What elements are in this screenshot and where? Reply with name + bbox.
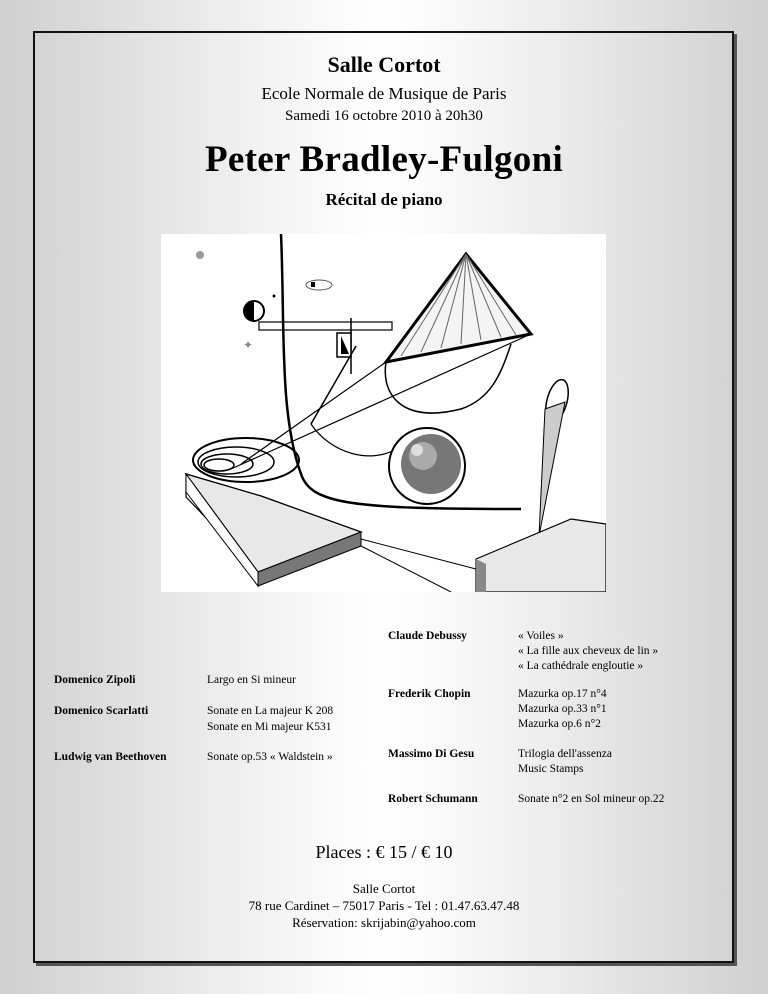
- footer-venue: Salle Cortot: [352, 881, 416, 896]
- work-title: Mazurka op.6 n°2: [518, 718, 601, 730]
- composer-name: Ludwig van Beethoven: [54, 751, 167, 763]
- star-glyph: ✦: [243, 338, 254, 352]
- abstract-artwork: [161, 234, 606, 592]
- footer-address: [0, 880, 768, 931]
- work-title: Largo en Si mineur: [207, 674, 296, 686]
- footer-address-line: 78 rue Cardinet – 75017 Paris - Tel : 01.47.63.47.48: [248, 898, 520, 913]
- concert-date: Samedi 16 octobre 2010 à 20h30: [285, 108, 483, 124]
- work-title: Sonate op.53 « Waldstein »: [207, 751, 333, 763]
- work-title: Sonate en Mi majeur K531: [207, 721, 332, 733]
- artist-name: Peter Bradley-Fulgoni: [204, 139, 564, 180]
- composer-name: Domenico Zipoli: [54, 674, 136, 686]
- ticket-prices: Places : € 15 / € 10: [315, 842, 453, 862]
- composer-name: Claude Debussy: [388, 630, 467, 642]
- work-title: Music Stamps: [518, 763, 584, 775]
- work-title: Sonate n°2 en Sol mineur op.22: [518, 793, 665, 805]
- work-title: Trilogia dell'assenza: [518, 748, 612, 760]
- work-title: « La fille aux cheveux de lin »: [518, 645, 659, 657]
- work-title: « La cathédrale engloutie »: [518, 660, 644, 672]
- venue-title: Salle Cortot: [327, 52, 441, 77]
- work-title: Mazurka op.33 n°1: [518, 703, 607, 715]
- work-title: Mazurka op.17 n°4: [518, 688, 607, 700]
- composer-name: Domenico Scarlatti: [54, 705, 149, 717]
- grey-dot: [196, 251, 204, 259]
- recital-subtitle: Récital de piano: [325, 190, 443, 209]
- footer-reservation[interactable]: Réservation: skrijabin@yahoo.com: [292, 915, 476, 930]
- composer-name: Robert Schumann: [388, 793, 478, 805]
- composer-name: Massimo Di Gesu: [388, 748, 475, 760]
- composer-name: Frederik Chopin: [388, 688, 471, 700]
- work-title: « Voiles »: [518, 630, 564, 642]
- school-name: Ecole Normale de Musique de Paris: [261, 84, 507, 103]
- abstract-artwork-svg: [161, 234, 606, 592]
- work-title: Sonate en La majeur K 208: [207, 705, 334, 717]
